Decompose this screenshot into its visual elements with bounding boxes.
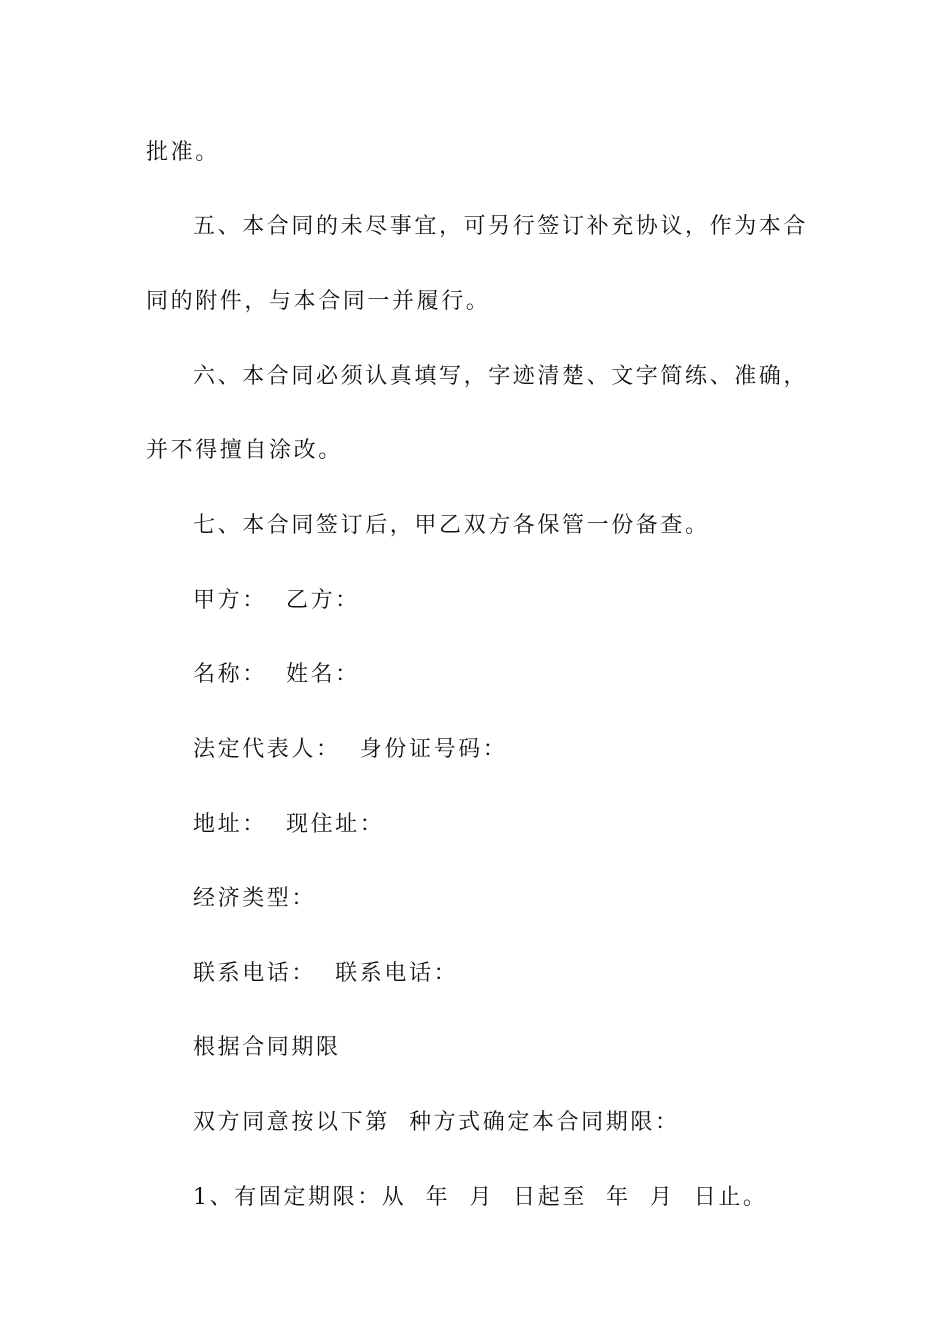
- clause-six-line-1: 六、本合同必须认真填写，字迹清楚、文字简练、准确，: [193, 364, 809, 389]
- name-labels: 名称： 姓名：: [193, 662, 360, 687]
- address-labels: 地址： 现住址：: [193, 812, 385, 837]
- clause-six-line-2: 并不得擅自涂改。: [146, 438, 343, 463]
- clause-five-line-1: 五、本合同的未尽事宜，可另行签订补充协议，作为本合: [193, 214, 809, 239]
- text-line: 批准。: [146, 140, 220, 165]
- fixed-term-line: 1、有固定期限：从 年 月 日起至 年 月 日止。: [193, 1185, 768, 1210]
- phone-labels: 联系电话： 联系电话：: [193, 961, 459, 986]
- term-heading: 根据合同期限: [193, 1035, 341, 1060]
- clause-five-line-2: 同的附件，与本合同一并履行。: [146, 289, 491, 314]
- party-labels: 甲方： 乙方：: [193, 588, 360, 613]
- representative-labels: 法定代表人： 身份证号码：: [193, 737, 508, 762]
- term-agreement-line: 双方同意按以下第 种方式确定本合同期限：: [193, 1110, 680, 1135]
- clause-seven-line: 七、本合同签订后，甲乙双方各保管一份备查。: [193, 513, 710, 538]
- economic-type-label: 经济类型：: [193, 886, 317, 911]
